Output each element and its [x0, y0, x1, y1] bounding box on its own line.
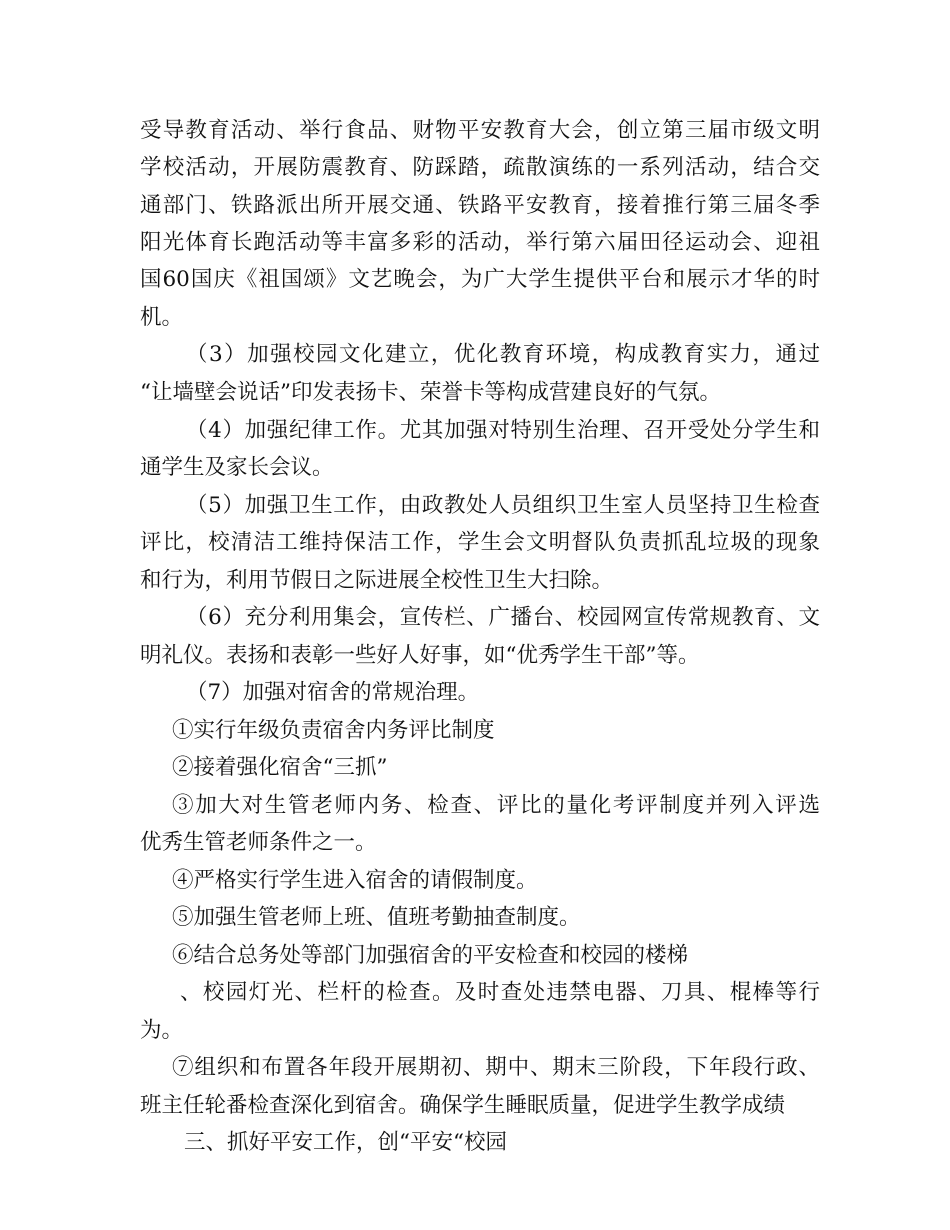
list-item: ③加大对生管老师内务、检查、评比的量化考评制度并列入评选 — [172, 793, 820, 818]
paragraph-6-start: （6）充分利用集会，宣传栏、广播台、校园网宣传常规教育、文 — [186, 605, 820, 630]
text-line: 为。 — [140, 1018, 184, 1043]
text-line: 国60国庆《祖国颂》文艺晚会，为广大学生提供平台和展示才华的时 — [140, 267, 820, 292]
text-line: 受导教育活动、举行食品、财物平安教育大会，创立第三届市级文明 — [140, 118, 820, 143]
list-item: ④严格实行学生进入宿舍的请假制度。 — [172, 868, 538, 893]
list-item: ①实行年级负责宿舍内务评比制度 — [172, 718, 495, 743]
paragraph-7-heading: （7）加强对宿舍的常规治理。 — [186, 680, 480, 705]
paragraph-3-start: （3）加强校园文化建立，优化教育环境，构成教育实力，通过 — [186, 342, 820, 367]
list-item: ⑤加强生管老师上班、值班考勤抽查制度。 — [172, 905, 581, 930]
text-line: 明礼仪。表扬和表彰一些好人好事，如“优秀学生干部”等。 — [140, 643, 700, 668]
text-line: 机。 — [140, 305, 184, 330]
text-line: 通学生及家长会议。 — [140, 455, 334, 480]
text-line: 阳光体育长跑活动等丰富多彩的活动，举行第六届田径运动会、迎祖 — [140, 230, 820, 255]
text-line: 评比，校清洁工维持保洁工作，学生会文明督队负责抓乱垃圾的现象 — [140, 530, 820, 555]
list-item: ⑥结合总务处等部门加强宿舍的平安检查和校园的楼梯 — [172, 943, 689, 968]
text-line: 班主任轮番检查深化到宿舍。确保学生睡眠质量，促进学生教学成绩 — [140, 1093, 786, 1118]
list-item: ⑦组织和布置各年段开展期初、期中、期末三阶段，下年段行政、 — [172, 1055, 820, 1080]
text-line: 和行为，利用节假日之际进展全校性卫生大扫除。 — [140, 568, 614, 593]
text-line: 、校园灯光、栏杆的检查。及时查处违禁电器、刀具、棍棒等行 — [180, 980, 820, 1005]
text-line: 学校活动，开展防震教育、防踩踏，疏散演练的一系列活动，结合交 — [140, 155, 820, 180]
list-item: ②接着强化宿舍“三抓” — [172, 755, 388, 780]
text-line: 优秀生管老师条件之一。 — [140, 830, 377, 855]
text-line: “让墙壁会说话”印发表扬卡、荣誉卡等构成营建良好的气氛。 — [140, 380, 721, 405]
section-heading: 三、抓好平安工作，创“平安“校园 — [184, 1130, 507, 1155]
paragraph-4-start: （4）加强纪律工作。尤其加强对特别生治理、召开受处分学生和 — [186, 418, 820, 443]
paragraph-5-start: （5）加强卫生工作，由政教处人员组织卫生室人员坚持卫生检查 — [186, 493, 820, 518]
text-line: 通部门、铁路派出所开展交通、铁路平安教育，接着推行第三届冬季 — [140, 193, 820, 218]
